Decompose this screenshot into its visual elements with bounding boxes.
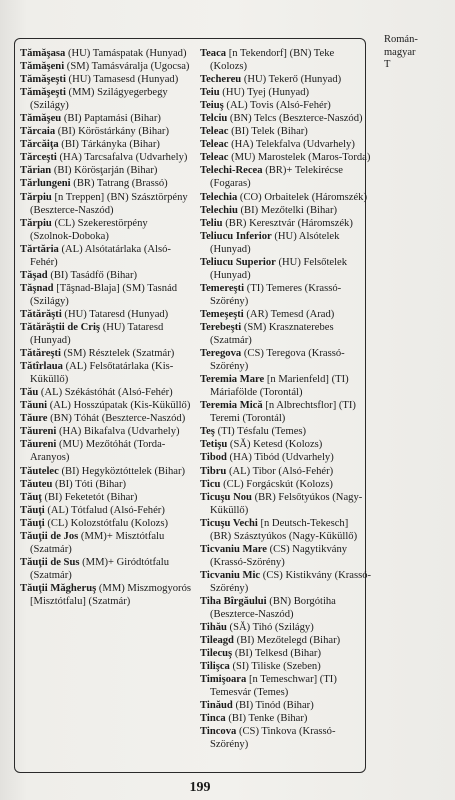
entry-headword: Teliucu Superior bbox=[200, 256, 276, 268]
dictionary-entry: Techereu (HU) Tekerő (Hunyad) bbox=[200, 74, 342, 86]
dictionary-entry: Telechi-Recea (BR)+ Telekirécse (Fogaras) bbox=[200, 165, 343, 190]
entry-headword: Teleac bbox=[200, 139, 229, 151]
entry-headword: Tăşad bbox=[20, 269, 48, 281]
dictionary-entry: Teş (TI) Tésfalu (Temes) bbox=[200, 426, 307, 438]
entry-headword: Tărlungeni bbox=[20, 178, 71, 190]
left-column bbox=[20, 47, 192, 608]
entry-headword: Tetişu bbox=[200, 439, 228, 451]
entry-headword: Ticvaniu Mic bbox=[200, 569, 261, 581]
entry-headword: Temeşeşti bbox=[200, 308, 244, 320]
right-column bbox=[200, 47, 372, 752]
dictionary-entry: Teliucu Superior (HU) Felsőtelek (Hunyad) bbox=[200, 256, 348, 281]
page-number: 199 bbox=[189, 780, 211, 795]
section-tab-letter: T bbox=[384, 59, 391, 70]
entry-headword: Tăuţ bbox=[20, 491, 42, 503]
entry-headword: Terebeşti bbox=[200, 321, 242, 333]
entry-headword: Tiha Bîrgăului bbox=[200, 595, 267, 607]
entry-headword: Teaca bbox=[200, 48, 227, 59]
dictionary-entry: Telechia (CO) Orbaitelek (Háromszék) bbox=[200, 191, 368, 203]
dictionary-entry: Tămăşasa (HU) Tamáspatak (Hunyad) bbox=[20, 48, 187, 59]
entry-headword: Ticuşu Vechi bbox=[200, 517, 258, 529]
dictionary-entry: Tăureni (HA) Bikafalva (Udvarhely) bbox=[20, 426, 180, 438]
entry-headword: Techereu bbox=[200, 74, 242, 86]
entry-headword: Tămăşeşti bbox=[20, 74, 66, 86]
entry-headword: Teleac bbox=[200, 126, 229, 138]
dictionary-entry: Tărian (BI) Körösţarján (Bihar) bbox=[20, 165, 158, 177]
entry-headword: Tăutelec bbox=[20, 465, 59, 477]
dictionary-entry: Ticvaniu Mare (CS) Nagytikvány (Krassó-Szörény) bbox=[200, 543, 348, 568]
entry-headword: Telciu bbox=[200, 113, 228, 125]
dictionary-entry: Temeşeşti (AR) Temesd (Arad) bbox=[200, 308, 335, 320]
entry-headword: Teiuş bbox=[200, 100, 224, 112]
dictionary-entry: Tetişu (SĂ) Ketesd (Kolozs) bbox=[200, 439, 323, 451]
dictionary-entry: Telechiu (BI) Mezőtelki (Bihar) bbox=[200, 204, 338, 216]
entry-headword: Tărceşti bbox=[20, 152, 57, 164]
entry-headword: Tăuţii de Jos bbox=[20, 530, 79, 542]
entry-headword: Tărcaia bbox=[20, 126, 56, 138]
entry-headword: Tăuteu bbox=[20, 478, 53, 490]
entry-headword: Teiu bbox=[200, 87, 220, 99]
entry-headword: Telechi-Recea bbox=[200, 165, 263, 177]
dictionary-entry: Tilecuş (BI) Telkesd (Bihar) bbox=[200, 648, 321, 660]
entry-headword: Tămăşeu bbox=[20, 113, 62, 125]
dictionary-entry: Tăure (BN) Tóhát (Beszterce-Naszód) bbox=[20, 413, 186, 425]
dictionary-entry: Tinca (BI) Tenke (Bihar) bbox=[200, 713, 308, 725]
entry-headword: Ticuşu Nou bbox=[200, 491, 252, 503]
entry-headword: Telechiu bbox=[200, 204, 238, 216]
dictionary-entry: Tăuţii de Jos (MM)+ Misztótfalu (Szatmár) bbox=[20, 530, 165, 555]
entry-headword: Tărian bbox=[20, 165, 52, 177]
entry-headword: Tăuţii Măgheruş bbox=[20, 582, 97, 594]
dictionary-entry: Teleac (HA) Telekfalva (Udvarhely) bbox=[200, 139, 355, 151]
entry-headword: Tătăreşti bbox=[20, 348, 61, 360]
entry-headword: Telechia bbox=[200, 191, 238, 203]
entry-headword: Tătîrlaua bbox=[20, 361, 63, 373]
dictionary-entry: Tămăşeni (SM) Tamásváralja (Ugocsa) bbox=[20, 61, 190, 73]
dictionary-entry: Tămăşeşti (MM) Szilágyegerbegy (Szilágy) bbox=[20, 87, 168, 112]
dictionary-entry: Tinăud (BI) Tinód (Bihar) bbox=[200, 700, 314, 712]
dictionary-entry: Tărpiu (CL) Szekerestörpény (Szolnok-Doboka) bbox=[20, 217, 148, 242]
dictionary-entry: Ticu (CL) Forgácskút (Kolozs) bbox=[200, 478, 333, 490]
entry-headword: Tărpiu bbox=[20, 217, 52, 229]
dictionary-entry: Tăuteu (BI) Tóti (Bihar) bbox=[20, 478, 127, 490]
dictionary-entry: Tărlungeni (BR) Tatrang (Brassó) bbox=[20, 178, 168, 190]
dictionary-entry: Tăuţi (AL) Tótfalud (Alsó-Fehér) bbox=[20, 504, 165, 516]
dictionary-entry: Tătărăşti (HU) Tataresd (Hunyad) bbox=[20, 308, 169, 320]
dictionary-entry: Tăuţii Măgheruş (MM) Miszmogyorós [Misztótfalu] (Szatmár) bbox=[20, 582, 191, 607]
entry-headword: Ticvaniu Mare bbox=[200, 543, 267, 555]
dictionary-entry: Tăureni (MU) Mezőtóhát (Torda-Aranyos) bbox=[20, 439, 166, 464]
entry-headword: Tilecuş bbox=[200, 648, 233, 660]
dictionary-entry: Tăuţii de Sus (MM)+ Giródtótfalu (Szatmár) bbox=[20, 556, 170, 581]
dictionary-entry: Temereşti (TI) Temeres (Krassó-Szörény) bbox=[200, 282, 342, 307]
dictionary-entry: Tiha Bîrgăului (BN) Borgótiha (Beszterce-Naszód) bbox=[200, 595, 336, 621]
dictionary-entry: Ticuşu Vechi [n Deutsch-Tekesch] (BR) Szásztyúkos (Nagy-Küküllő) bbox=[200, 517, 358, 542]
dictionary-entry: Teleac (MU) Marostelek (Maros-Torda) bbox=[200, 152, 371, 164]
dictionary-entry: Tărpiu [n Treppen] (BN) Szásztörpény (Beszterce-Naszód) bbox=[20, 191, 188, 216]
dictionary-entry: Teleac (BI) Telek (Bihar) bbox=[200, 126, 308, 138]
entry-headword: Tăureni bbox=[20, 439, 57, 451]
entry-headword: Timişoara bbox=[200, 674, 247, 686]
dictionary-entry: Tăuni (AL) Hosszúpatak (Kis-Küküllő) bbox=[20, 400, 191, 412]
entry-headword: Tileagd bbox=[200, 635, 234, 647]
dictionary-entry: Tătăreşti (SM) Résztelek (Szatmár) bbox=[20, 348, 175, 360]
dictionary-entry: Tău (AL) Székástóhát (Alsó-Fehér) bbox=[20, 387, 173, 399]
entry-headword: Tăuţi bbox=[20, 504, 45, 516]
dictionary-entry: Tătîrlaua (AL) Felsőtatárlaka (Kis-Küküllő) bbox=[20, 361, 174, 386]
entry-headword: Tăureni bbox=[20, 426, 57, 438]
dictionary-entry: Tilişca (SI) Tiliske (Szeben) bbox=[200, 661, 321, 673]
entry-headword: Tilişca bbox=[200, 661, 230, 673]
section-tab-line: magyar bbox=[384, 46, 416, 58]
entry-headword: Teş bbox=[200, 426, 215, 438]
entry-headword: Tău bbox=[20, 387, 39, 399]
section-tab-line: Román- bbox=[384, 34, 418, 45]
dictionary-entry: Tăşad (BI) Tasádfő (Bihar) bbox=[20, 269, 138, 281]
entry-headword: Teremia Mare bbox=[200, 374, 265, 386]
entry-headword: Teliucu Inferior bbox=[200, 230, 272, 242]
dictionary-entry: Tincova (CS) Tinkova (Krassó-Szörény) bbox=[200, 726, 336, 751]
entry-headword: Teregova bbox=[200, 348, 242, 360]
dictionary-entry: Tihău (SĂ) Tihó (Szilágy) bbox=[200, 622, 314, 634]
entry-headword: Tămăşeşti bbox=[20, 87, 66, 99]
entry-headword: Temereşti bbox=[200, 282, 245, 294]
dictionary-entry: Tileagd (BI) Mezőtelegd (Bihar) bbox=[200, 635, 341, 647]
dictionary-entry: Teiu (HU) Tyej (Hunyad) bbox=[200, 87, 310, 99]
entry-headword: Tărpiu bbox=[20, 191, 52, 203]
entry-headword: Tibru bbox=[200, 465, 227, 477]
dictionary-entry: Tătărăştii de Criş (HU) Tataresd (Hunyad) bbox=[20, 321, 164, 347]
entry-headword: Tinca bbox=[200, 713, 226, 725]
dictionary-entry: Teremia Mică [n Albrechtsflor] (TI) Teremi (Torontál) bbox=[200, 400, 356, 425]
dictionary-entry: Teremia Mare [n Marienfeld] (TI) Máriafölde (Torontál) bbox=[200, 374, 349, 399]
dictionary-entry: Ticvaniu Mic (CS) Kistikvány (Krassó-Szörény) bbox=[200, 569, 372, 594]
entry-headword: Teleac bbox=[200, 152, 229, 164]
dictionary-entry: Tărcăiţa (BI) Tárkányka (Bihar) bbox=[20, 139, 160, 151]
dictionary-entry: Tibru (AL) Tibor (Alsó-Fehér) bbox=[200, 465, 334, 477]
entry-headword: Tăure bbox=[20, 413, 48, 425]
dictionary-entry: Teregova (CS) Teregova (Krassó-Szörény) bbox=[200, 348, 345, 373]
entry-headword: Tărcăiţa bbox=[20, 139, 59, 151]
entry-headword: Teliu bbox=[200, 217, 223, 229]
entry-headword: Tăşnad bbox=[20, 282, 54, 294]
dictionary-entry: Tărtăria (AL) Alsótatárlaka (Alsó-Fehér) bbox=[20, 243, 171, 268]
dictionary-entry: Teiuş (AL) Tovis (Alsó-Fehér) bbox=[200, 100, 331, 112]
dictionary-entry: Telciu (BN) Telcs (Beszterce-Naszód) bbox=[200, 113, 363, 125]
dictionary-entry: Timişoara [n Temeschwar] (TI) Temesvár (Temes) bbox=[200, 674, 337, 699]
dictionary-entry: Teliu (BR) Keresztvár (Háromszék) bbox=[200, 217, 353, 229]
entry-headword: Tăuni bbox=[20, 400, 48, 412]
entry-headword: Tăuţii de Sus bbox=[20, 556, 80, 568]
entry-headword: Tătărăşti bbox=[20, 308, 62, 320]
entry-headword: Tihău bbox=[200, 622, 227, 634]
dictionary-entry: Tăuţ (BI) Feketetót (Bihar) bbox=[20, 491, 138, 503]
entry-headword: Tinăud bbox=[200, 700, 233, 712]
entry-headword: Tămăşeni bbox=[20, 61, 65, 73]
dictionary-entry: Tibod (HA) Tibód (Udvarhely) bbox=[200, 452, 334, 464]
dictionary-entry: Teaca [n Tekendorf] (BN) Teke (Kolozs) bbox=[200, 48, 335, 73]
dictionary-entry: Tărceşti (HA) Tarcsafalva (Udvarhely) bbox=[20, 152, 188, 164]
dictionary-entry: Terebeşti (SM) Krasznaterebes (Szatmár) bbox=[200, 321, 334, 347]
dictionary-entry: Tămăşeşti (HU) Tamasesd (Hunyad) bbox=[20, 74, 179, 86]
section-tab bbox=[384, 34, 444, 72]
entry-headword: Tămăşasa bbox=[20, 48, 66, 59]
entry-headword: Tărtăria bbox=[20, 243, 59, 255]
entry-headword: Tăuţi bbox=[20, 517, 45, 529]
entry-headword: Tincova bbox=[200, 726, 237, 738]
entry-headword: Tibod bbox=[200, 452, 227, 464]
dictionary-entry: Tăşnad [Tăşnad-Blaja] (SM) Tasnád (Szilágy) bbox=[20, 282, 178, 307]
dictionary-entry: Ticuşu Nou (BR) Felsőtyúkos (Nagy-Küküllő) bbox=[200, 491, 363, 516]
entry-headword: Ticu bbox=[200, 478, 221, 490]
entry-headword: Tătărăştii de Criş bbox=[20, 321, 101, 333]
dictionary-entry: Tămăşeu (BI) Paptamási (Bihar) bbox=[20, 113, 161, 125]
dictionary-entry: Tăuţi (CL) Kolozstótfalu (Kolozs) bbox=[20, 517, 169, 529]
dictionary-entry: Tăutelec (BI) Hegyköztóttelek (Bihar) bbox=[20, 465, 186, 477]
dictionary-entry: Tărcaia (BI) Köröstárkány (Bihar) bbox=[20, 126, 169, 138]
dictionary-entry: Teliucu Inferior (HU) Alsótelek (Hunyad) bbox=[200, 230, 340, 255]
entry-headword: Teremia Mică bbox=[200, 400, 263, 412]
